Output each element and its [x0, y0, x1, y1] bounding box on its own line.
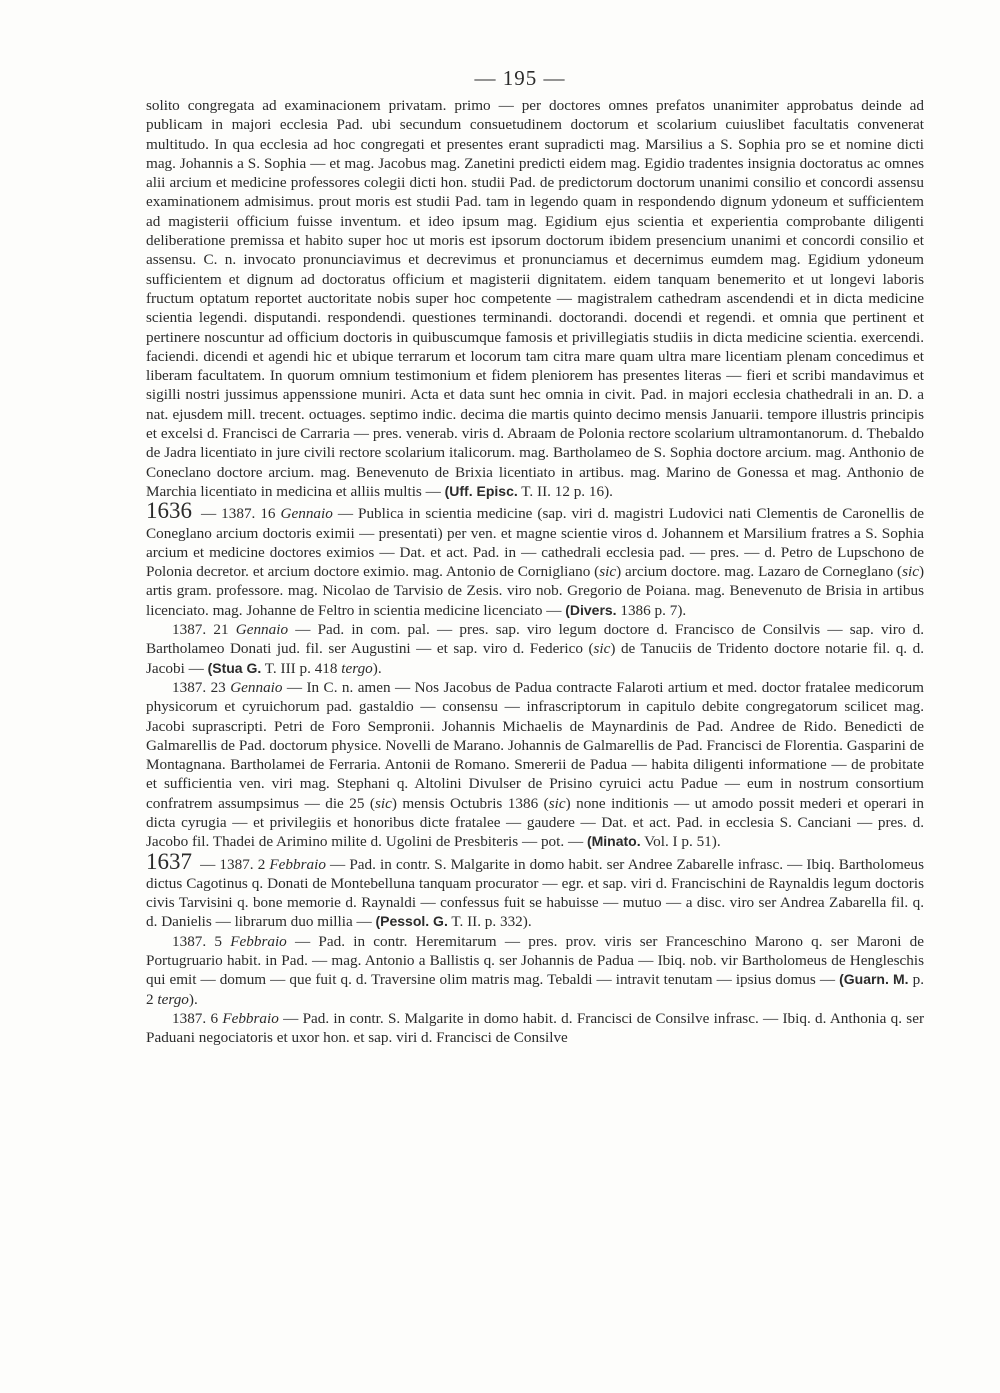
- italic-text: sic: [902, 563, 919, 581]
- text-run: 1386 p. 7).: [616, 601, 687, 619]
- text-run: ).: [372, 659, 382, 677]
- text-run: ).: [188, 990, 198, 1008]
- text-run: ) arcium doctore. mag. Lazaro de Corneglano (: [616, 563, 903, 581]
- text-run: — Pad. in contr. S. Malgarite in domo habit. ser Andree Zabarelle infrasc. — Ibiq. Bartholomeus dictus Cagotinus q. Donati de Montebelluna tanquam procurator — egr. et sap. viri d. Francischini de Raynaldis legum doctoris civis Tarvisini q. bone memorie d. Raynaldi — confessus fuit se habuisse — mutuo — a disc. viro ser Andrea Zabarella fil. q. d. Danielis — librarum duo millia —: [146, 855, 925, 931]
- italic-text: Gennaio: [230, 678, 283, 696]
- text-run: — In C. n. amen — Nos Jacobus de Padua contracte Falaroti artium et med. doctor fratalee medicorum physicorum et cyruichorum pad. gastaldio — consensu — infrascriptorum in capitulo debite congregatorum scilicet mag. Jacobi suprascripti. Petri de Foro Sempronii. Johannis Michaelis de Maynardinis de Pad. Andree de Rido. Benedicti de Galmarellis de Pad. doctorum physice. Novelli de Marano. Johannis de Galmarellis de Pad. Francisci de Florentia. Gasparini de Montagnana. Bartholamei de Ferraria. Antonii de Romano. Smererii de Padua — habita diligenti informatione — de probitate et sufficientia ven. viri mag. Stephani q. Altolini Divulser de Prisino cyruici actu Padue — eum in nostrum consortium confratrem assumpsimus — die 25 (: [146, 678, 925, 812]
- text-run: T. II. 12 p. 16).: [517, 482, 613, 500]
- italic-text: Febbraio: [269, 855, 326, 873]
- text-run: p. 2: [146, 971, 924, 1008]
- italic-text: sic: [593, 640, 611, 658]
- text-run: T. III p. 418: [261, 659, 342, 677]
- italic-text: Febbraio: [222, 1009, 279, 1027]
- italic-text: Febbraio: [230, 932, 287, 950]
- paragraph-cont: [146, 96, 924, 501]
- paragraph-doc-1636-b: [146, 620, 924, 678]
- paragraph-doc-1637-c: [146, 1009, 924, 1048]
- document-number: 1637: [146, 848, 192, 874]
- italic-text: sic: [548, 794, 566, 812]
- italic-text: Gennaio: [280, 505, 333, 523]
- source-reference: (Guarn. M.: [839, 971, 909, 988]
- paragraph-doc-1636: [146, 498, 925, 620]
- page-number: — 195 —: [474, 66, 566, 90]
- text-run: — Pad. in contr. S. Malgarite in domo habit. d. Francisci de Consilve infrasc. — Ibiq. d. Anthonia q. ser Paduani negociatoris et uxor hon. et sap. viri d. Francisci de Consilve: [146, 1009, 925, 1047]
- text-run: ) artis gram. professore. mag. Nicolao de Tarvisio de Zesis. viro nob. Gregorio de Poiana. mag. Benevenuto de Brisia in artibus licenciato. mag. Johanne de Feltro in scientia medicine licenciato —: [146, 563, 924, 619]
- italic-text: Gennaio: [235, 621, 289, 639]
- text-run: ) de Tanuciis de Tridento doctore notarie fil. q. d. Jacobi —: [146, 640, 924, 677]
- italic-text: sic: [374, 794, 392, 812]
- text-run: 1387. 5: [172, 932, 231, 950]
- source-reference: (Divers.: [565, 601, 617, 618]
- text-run: 1387. 23: [172, 678, 231, 696]
- paragraph-doc-1637: [146, 848, 925, 932]
- document-body: [146, 96, 924, 1048]
- text-run: ) mensis Octubris 1386 (: [391, 794, 549, 812]
- text-run: ) none inditionis — ut amodo possit mederi et operari in dicta cyrugia — et privilegiis et honoribus dicte fratalee — gaudere — Dat. et act. Pad. in ecclesia S. Canciani — pres. d. Jacobo fil. Thadei de Arimino milite d. Ugolini de Presbiteris — pot. —: [146, 794, 924, 851]
- paragraph-doc-1637-b: [146, 932, 924, 1009]
- text-run: — 1387. 2: [196, 855, 270, 873]
- text-run: — 1387. 16: [196, 505, 281, 523]
- text-run: 1387. 6: [172, 1009, 223, 1027]
- text-run: — Pad. in com. pal. — pres. sap. viro legum doctore d. Francisco de Consilvis — sap. viro d. Bartholameo Donati jud. fil. ser Augustini — et sap. viro d. Federico (: [146, 621, 924, 658]
- text-run: solito congregata ad examinacionem privatam. primo — per doctores omnes prefatos unanimiter approbatus deinde ad publicam in majori ecclesia Pad. ubi secundum consuetudinem doctorum et scolarium cuiuslibet facultatis convenerat multitudo. In qua ecclesia ad hoc congregati et presentes erant supradicti mag. Marsilius a S. Sophia pro se et nomine dicti mag. Johannis a S. Sophia — et mag. Jacobus mag. Zanetini predicti eidem mag. Egidio tradentes insignia doctoratus ac omnes alii arcium et medicine professores colegii dicti hon. studii Pad. de predictorum doctorum unanimi consilio et concordi assensu examinationem admisimus. prout moris est studii Pad. tam in legendo quam in respondendo dignum ydoneum et sufficientem ad magisterii officium fuisse inventum. et ideo ipsum mag. Egidium ejus scientia et experientia comprobante diligenti deliberatione premissa et habito super hoc ut moris est ipsorum doctorum ibidem presencium unanimi et concordi consilio et assensu. C. n. invocato pronunciavimus et decrevimus et pronunciamus et decernimus eumdem mag. Egidium ydoneum sufficientem et dignum ad doctoratus officium et magisterii dignitatem. eidem tanquam benemerito et ut longevi laboris fructum optatum reportet auctoritate nobis super hoc competente — magistralem cathedram ascendendi et in dicta medicine scientia legendi. disputandi. respondendi. questiones terminandi. doctorandi. docendi et regendi. et omnia que pertinent et pertinere noscuntur ad officium doctoris in quibuscumque famosis et privillegiatis studiis in dicta medicine scientia. exercendi. faciendi. dicendi et agendi hic et ubique terrarum et locorum tam citra mare quam ultra mare licentiam plenam concedimus et liberam facultatem. In quorum omnium testimonium et fidem pleniorem has presentes literas — fieri et scribi mandavimus et sigilli nostri jussimus appenssione muniri. Acta et data sunt hec omnia in civit. Pad. in majori ecclesia chathedrali in an. D. a nat. ejusdem mill. trecent. octuages. septimo indic. decima die martis quinto decimo mensis Januarii. tempore illustris principis et excelsi d. Francisci de Carraria — pres. venerab. viris d. Abraam de Polonia rectore scolarium ultramontanorum. d. Thebaldo de Jadra licentiato in jure civili rectore scolarium italicorum. mag. Bartholameo de S. Sophia doctore arcium. mag. Anthonio de Coneclano doctore arcium. mag. Benevenuto de Brixia licentiato in artibus. mag. Marino de Gonessa et mag. Anthonio de Marchia licentiato in medicina et alliis multis —: [146, 97, 924, 500]
- paragraph-doc-1636-c: [146, 678, 924, 852]
- source-reference: (Uff. Episc.: [444, 482, 518, 499]
- text-run: 1387. 21: [172, 621, 236, 639]
- source-reference: (Pessol. G.: [375, 913, 448, 930]
- text-run: T. II. p. 332).: [447, 913, 532, 931]
- text-run: Vol. I p. 51).: [640, 833, 721, 851]
- document-number: 1636: [146, 498, 192, 524]
- source-reference: (Minato.: [586, 833, 641, 850]
- source-reference: (Stua G.: [207, 659, 262, 676]
- text-run: — Publica in scientia medicine (sap. viri d. magistri Ludovici nati Clementis de Caronellis de Coneglano arcium doctoris eximii — presentati) per ven. et magne scientie viros d. Johannem et Marsilium fratres a S. Sophia arcium et medicine doctores eximios — Dat. et act. Pad. in — cathedrali ecclesia pad. — pres. — d. Petro de Lupschono de Polonia decretor. et arcium doctore eximio. mag. Antonio de Cornigliano (: [146, 505, 925, 581]
- italic-text: tergo: [341, 659, 373, 677]
- text-run: — Pad. in contr. Heremitarum — pres. prov. viris ser Franceschino Marono q. ser Maroni de Portugruario habit. in Pad. — mag. Antonio a Ballistis q. ser Johannis de Padua — Ibiq. nob. vir Bartholomeus de Hengleschis qui emit — domum — que fuit q. d. Traversine olim matris mag. Tebaldi — intravit tenutam — ipsius domus —: [146, 932, 925, 989]
- italic-text: sic: [599, 563, 617, 581]
- italic-text: tergo: [157, 990, 189, 1008]
